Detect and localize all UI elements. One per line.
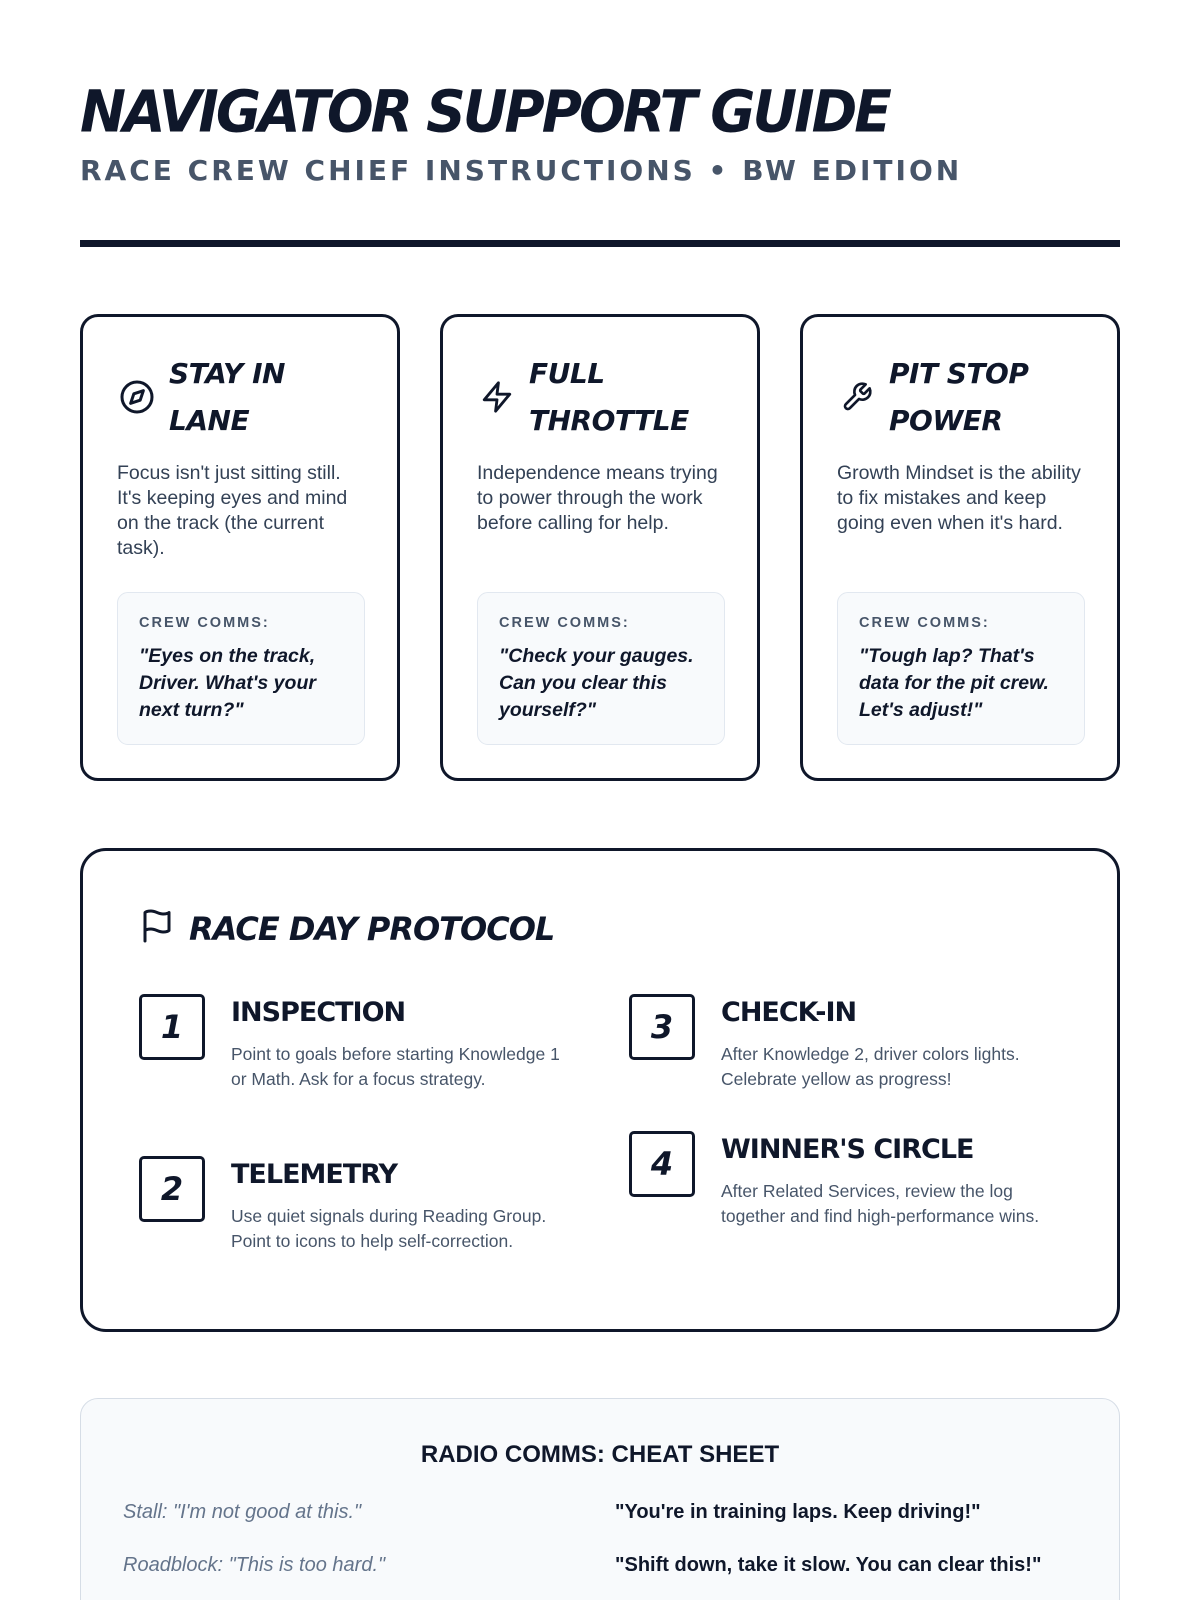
crew-comms-label: CREW COMMS: [859,615,990,631]
card-stay-in-lane [80,314,400,781]
page-header [80,77,1120,188]
page-subtitle: RACE CREW CHIEF INSTRUCTIONS • BW EDITION [80,154,963,187]
crew-comms-box [477,592,725,745]
card-title: FULL THROTTLE [529,357,689,437]
lightning-icon [477,377,517,417]
step-title: CHECK-IN [721,997,857,1028]
step-description: After Related Services, review the log together and find high-performance wins. [721,1181,1040,1226]
step-number: 4 [629,1131,695,1197]
race-day-protocol [80,848,1120,1332]
step-description: Use quiet signals during Reading Group. Point to icons to help self-correction. [231,1206,547,1251]
crew-comms-label: CREW COMMS: [499,615,630,631]
card-description: Growth Mindset is the ability to fix mistakes and keep going even when it's hard. [837,462,1081,534]
step-number: 2 [139,1156,205,1222]
step-description: After Knowledge 2, driver colors lights. Celebrate yellow as progress! [721,1044,1020,1089]
card-description: Independence means trying to power through the work before calling for help. [477,462,718,534]
radio-comms-cheat-sheet [80,1398,1120,1600]
crew-comms-box [837,592,1085,745]
step-number: 3 [629,994,695,1060]
step-description: Point to goals before starting Knowledge 1 or Math. Ask for a focus strategy. [231,1044,560,1089]
cheat-sheet-row [123,1501,1093,1531]
page-title: NAVIGATOR SUPPORT GUIDE [80,77,889,146]
protocol-title: RACE DAY PROTOCOL [189,909,555,948]
card-title: STAY IN LANE [169,357,285,437]
cheat-sheet-row [123,1554,1093,1584]
step-number: 1 [139,994,205,1060]
step-title: WINNER'S CIRCLE [721,1134,974,1165]
card-description: Focus isn't just sitting still. It's keeping eyes and mind on the track (the current task). [117,462,348,559]
response-text: "You're in training laps. Keep driving!" [615,1501,981,1523]
compass-icon [117,377,157,417]
card-pit-stop-power [800,314,1120,781]
crew-comms-label: CREW COMMS: [139,615,270,631]
card-title: PIT STOP POWER [889,357,1029,437]
crew-comms-quote: "Tough lap? That's data for the pit crew. Let's adjust!" [859,645,1049,721]
crew-comms-box [117,592,365,745]
response-text: "Shift down, take it slow. You can clear this!" [615,1554,1042,1576]
situation-text: Roadblock: "This is too hard." [123,1554,386,1576]
header-divider [80,240,1120,247]
principle-cards [80,314,1120,781]
situation-text: Stall: "I'm not good at this." [123,1501,362,1523]
wrench-icon [837,377,877,417]
crew-comms-quote: "Eyes on the track, Driver. What's your next turn?" [139,645,316,721]
card-full-throttle [440,314,760,781]
step-title: INSPECTION [231,997,406,1028]
cheat-sheet-title: RADIO COMMS: CHEAT SHEET [420,1441,780,1468]
step-title: TELEMETRY [231,1159,398,1190]
crew-comms-quote: "Check your gauges. Can you clear this yourself?" [499,645,694,721]
flag-icon [139,907,175,950]
